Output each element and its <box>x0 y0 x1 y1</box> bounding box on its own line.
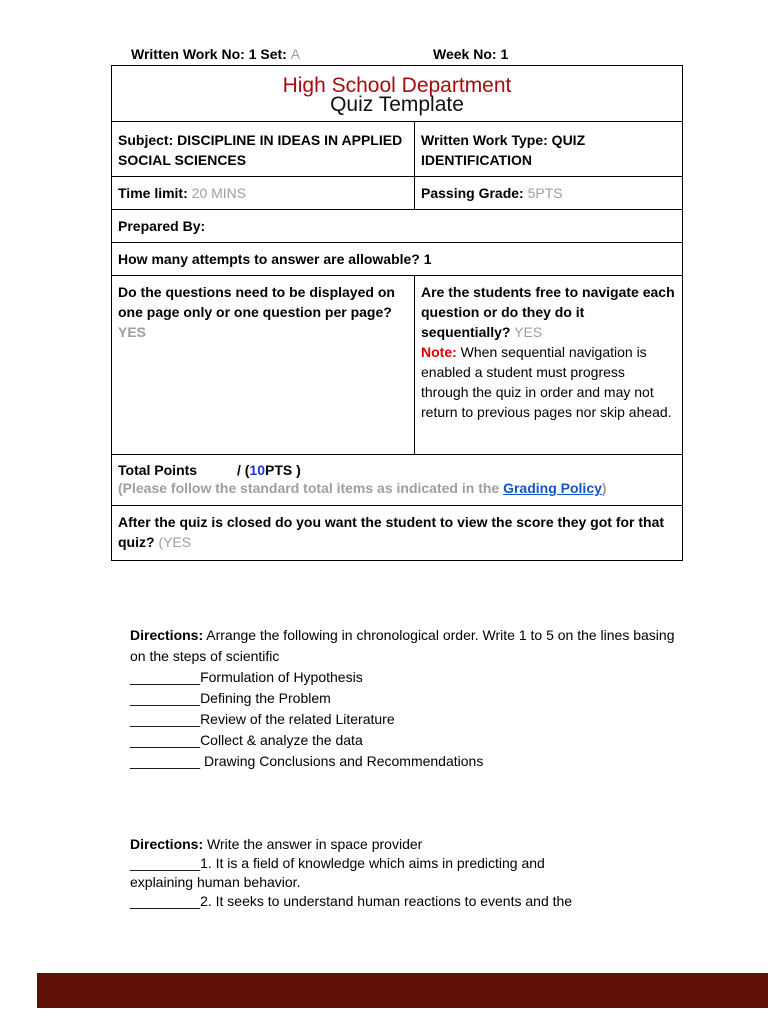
display-question: Do the questions need to be displayed on one page only or one question per page? <box>118 284 395 320</box>
view-score-answer: (YES <box>158 534 192 550</box>
template-title: Quiz Template <box>330 93 464 116</box>
note-label: Note: <box>421 344 457 360</box>
written-work-no: 1 <box>248 46 257 62</box>
directions-1-label: Directions: <box>130 627 204 643</box>
note-text: When sequential navigation is enabled a student must progress through the quiz in order and may not return to previous pages nor skip ahead. <box>421 344 672 420</box>
navigate-answer: YES <box>514 324 543 340</box>
list-item: _________1. It is a field of knowledge which aims in predicting and explaining human behavior. <box>130 855 545 890</box>
list-item: _________Defining the Problem <box>130 690 331 706</box>
week-no <box>433 46 508 62</box>
list-item: _________Review of the related Literature <box>130 711 395 727</box>
display-cell <box>112 276 415 455</box>
follow-text: (Please follow the standard total items as indicated in the <box>118 480 500 496</box>
prepared-by-cell: Prepared By: <box>112 210 683 243</box>
title-cell <box>112 66 683 122</box>
work-type-cell: Written Work Type: QUIZ IDENTIFICATION <box>415 122 683 177</box>
directions-1-paragraph <box>130 625 690 667</box>
passing-grade-label: Passing Grade: <box>421 185 524 201</box>
total-points-cell <box>112 455 683 506</box>
total-points-label: Total Points <box>118 462 198 478</box>
list-item: _________Formulation of Hypothesis <box>130 669 363 685</box>
directions-2-text: Write the answer in space provider <box>207 836 423 852</box>
list-item: _________ Drawing Conclusions and Recommendations <box>130 753 484 769</box>
total-points-suffix: PTS ) <box>265 462 301 478</box>
week-label: Week No: <box>433 46 497 62</box>
quiz-template-table <box>111 65 683 561</box>
department-title: High School Department <box>282 74 512 97</box>
grading-policy-link[interactable]: Grading Policy <box>503 480 602 496</box>
navigate-question: Are the students free to navigate each question or do they do it sequentially? <box>421 284 675 340</box>
total-points-value: 10 <box>249 462 265 478</box>
header-line <box>131 46 691 62</box>
written-work-label: Written Work No: <box>131 46 245 62</box>
display-answer: YES <box>118 324 147 340</box>
directions-1-text: Arrange the following in chronological order. Write 1 to 5 on the lines basing on the steps of scientific <box>130 627 675 664</box>
time-limit-cell <box>112 177 415 210</box>
follow-close: ) <box>601 480 607 496</box>
passing-grade-value: 5PTS <box>527 185 563 201</box>
list-item: _________2. It seeks to understand human reactions to events and the <box>130 893 573 909</box>
set-label: Set: <box>260 46 287 62</box>
navigate-cell <box>415 276 683 455</box>
passing-grade-cell <box>415 177 683 210</box>
set-value: A <box>290 46 301 62</box>
attempts-cell: How many attempts to answer are allowable? 1 <box>112 243 683 276</box>
footer-bar <box>37 973 768 1008</box>
list-item: _________Collect & analyze the data <box>130 732 363 748</box>
time-limit-value: 20 MINS <box>191 185 247 201</box>
directions-section-1 <box>130 625 690 772</box>
total-points-prefix: / ( <box>236 462 250 478</box>
view-score-question: After the quiz is closed do you want the student to view the score they got for that quiz? <box>118 514 665 550</box>
subject-cell: Subject: DISCIPLINE IN IDEAS IN APPLIED SOCIAL SCIENCES <box>112 122 415 177</box>
directions-2-paragraph <box>130 835 610 854</box>
time-limit-label: Time limit: <box>118 185 188 201</box>
directions-2-label: Directions: <box>130 836 204 852</box>
directions-section-2 <box>130 835 610 911</box>
view-score-cell <box>112 506 683 561</box>
week-value: 1 <box>500 46 509 62</box>
